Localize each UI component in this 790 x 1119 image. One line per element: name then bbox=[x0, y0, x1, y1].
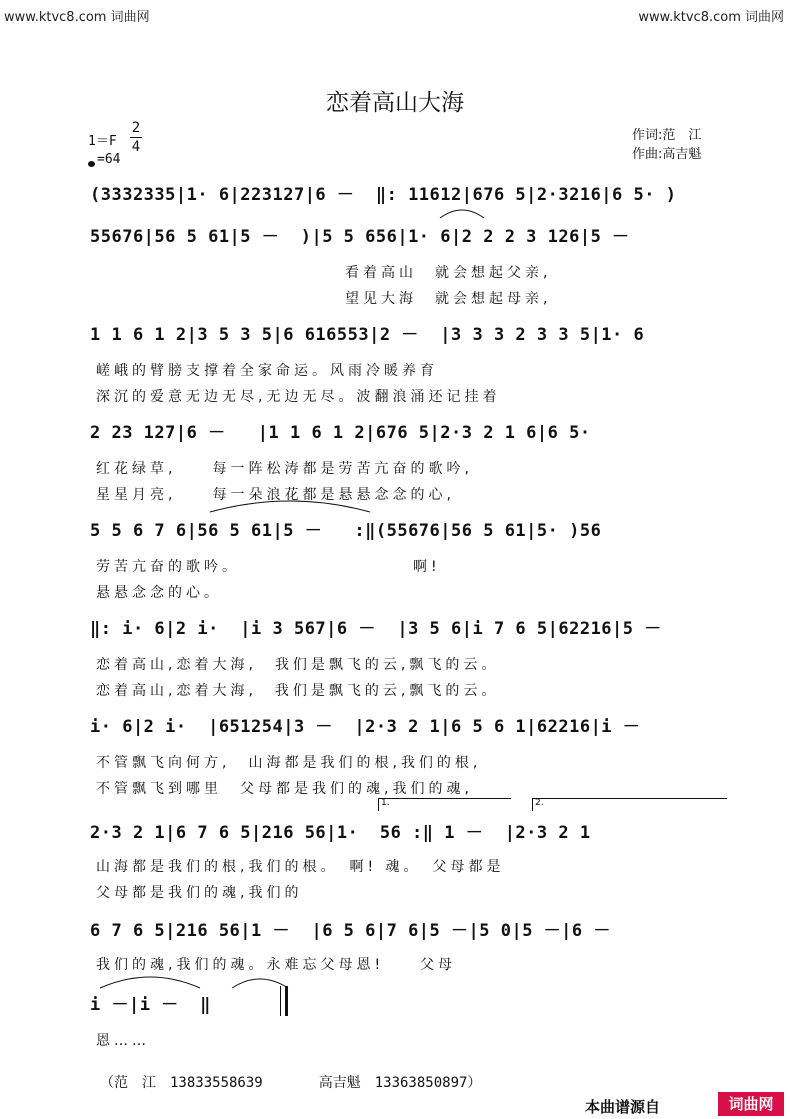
score-line-9: 6 7 6 5|216 56|1 － |6 5 6|7 6|5 －|5 0|5 －|6 － bbox=[90, 921, 611, 941]
lyric-line-5b: 悬悬念念的心。 bbox=[96, 585, 222, 601]
quarter-note-icon bbox=[88, 161, 95, 167]
final-barline bbox=[280, 986, 288, 1016]
score-line-10: i －|i － ‖ bbox=[90, 995, 211, 1015]
score-line-4: 2 23 127|6 － |1 1 6 1 2|676 5|2·3 2 1 6|6 5· bbox=[90, 423, 591, 443]
key-signature: 1＝F bbox=[88, 134, 117, 149]
lyric-line-5a: 劳苦亢奋的歌吟。 啊! bbox=[96, 559, 441, 575]
lyric-line-7a: 不管飘飞向何方, 山海都是我们的根,我们的根, bbox=[96, 755, 482, 771]
meter-bottom: 4 bbox=[131, 139, 141, 155]
lyric-line-3a: 嵯峨的臂膀支撑着全家命运。风雨冷暖养育 bbox=[96, 363, 438, 379]
tempo-marking bbox=[88, 152, 120, 167]
brand-logo: 词曲网 bbox=[718, 1092, 784, 1116]
lyric-line-3b: 深沉的爱意无边无尽,无边无尽。波翻浪涌还记挂着 bbox=[96, 389, 501, 405]
lyric-line-4a: 红花绿草, 每一阵松涛都是劳苦亢奋的歌吟, bbox=[96, 461, 473, 477]
lyric-line-6b: 恋着高山,恋着大海, 我们是飘飞的云,飘飞的云。 bbox=[96, 683, 500, 699]
source-label: 本曲谱源自 bbox=[585, 1098, 661, 1116]
meter-bar bbox=[130, 137, 142, 138]
lyric-line-10a: 恩…… bbox=[96, 1033, 150, 1049]
lyric-line-7b: 不管飘飞到哪里 父母都是我们的魂,我们的魂, bbox=[96, 781, 473, 797]
first-ending-label: 1. bbox=[381, 798, 390, 808]
lyric-line-2a: 看着高山 就会想起父亲, bbox=[345, 265, 552, 281]
score-line-3: 1 1 6 1 2|3 5 3 5|6 616553|2 － |3 3 3 2 3 3 5|1· 6 bbox=[90, 325, 645, 345]
tempo-value: =64 bbox=[97, 152, 121, 167]
contact-phones: （范 江 13833558639 高吉魁 13363850897） bbox=[100, 1075, 482, 1091]
lyric-line-4b: 星星月亮, 每一朵浪花都是悬悬念念的心, bbox=[96, 487, 455, 503]
slur-arc bbox=[440, 210, 484, 218]
score-line-2: 55676|56 5 61|5 － )|5 5 656|1· 6|2 2 2 3 126|5 － bbox=[90, 227, 630, 247]
score-line-1: (3332335|1· 6|223127|6 － ‖: 11612|676 5|2·3216|6 5· ) bbox=[90, 185, 677, 205]
lyric-line-8a: 山海都是我们的根,我们的根。 啊! 魂。 父母都是 bbox=[96, 859, 505, 875]
composer: 作曲:高吉魁 bbox=[632, 147, 702, 162]
second-ending-bracket bbox=[532, 798, 727, 811]
watermark-left: www.ktvc8.com 词曲网 bbox=[4, 10, 150, 25]
score-line-8: 2·3 2 1|6 7 6 5|216 56|1· 56 :‖ 1 － |2·3 2 1 bbox=[90, 823, 591, 843]
song-title: 恋着高山大海 bbox=[326, 90, 464, 116]
lyric-line-9a: 我们的魂,我们的魂。永难忘父母恩! 父母 bbox=[96, 957, 457, 973]
slur-arc bbox=[100, 977, 200, 988]
lyric-line-8b: 父母都是我们的魂,我们的 bbox=[96, 885, 303, 901]
first-ending-bracket bbox=[378, 798, 511, 811]
second-ending-label: 2. bbox=[535, 798, 544, 808]
credits bbox=[632, 126, 701, 164]
lyricist: 作词:范 江 bbox=[632, 128, 702, 143]
score-line-7: i· 6|2 i· |651254|3 － |2·3 2 1|6 5 6 1|62216|i － bbox=[90, 717, 641, 737]
lyric-line-2b: 望见大海 就会想起母亲, bbox=[345, 291, 552, 307]
watermark-right: www.ktvc8.com 词曲网 bbox=[638, 10, 784, 25]
lyric-line-6a: 恋着高山,恋着大海, 我们是飘飞的云,飘飞的云。 bbox=[96, 657, 500, 673]
time-signature bbox=[130, 120, 142, 155]
score-line-5: 5 5 6 7 6|56 5 61|5 － :‖(55676|56 5 61|5· )56 bbox=[90, 521, 602, 541]
score-line-6: ‖: i· 6|2 i· |i 3 567|6 － |3 5 6|i 7 6 5|62216|5 － bbox=[90, 619, 662, 639]
meter-top: 2 bbox=[131, 120, 141, 136]
